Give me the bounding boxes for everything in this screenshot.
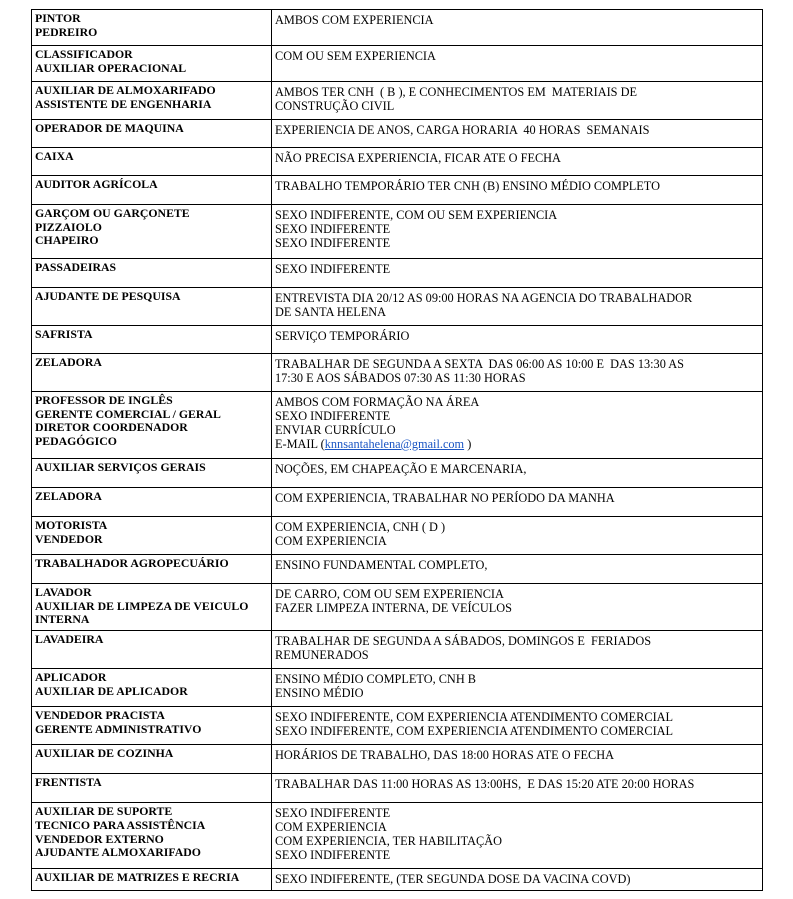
requirement-text: SERVIÇO TEMPORÁRIO [275,329,410,343]
job-title-cell [32,259,272,288]
job-title: AJUDANTE DE PESQUISA [35,289,181,303]
requirements-cell [272,354,763,392]
requirement-text: FAZER LIMPEZA INTERNA, DE VEÍCULOS [275,601,512,615]
job-title: AUXILIAR DE ALMOXARIFADO [35,83,216,97]
job-title: GERENTE ADMINISTRATIVO [35,721,202,736]
requirement-text: SEXO INDIFERENTE [275,806,391,821]
job-title-cell [32,176,272,205]
job-title: ZELADORA [35,355,102,369]
requirements-cell [272,205,763,259]
job-title: VENDEDOR PRACISTA [35,708,165,723]
job-title: PASSADEIRAS [35,260,117,274]
requirement-text: TRABALHAR DE SEGUNDA A SÁBADOS, DOMINGOS E FERIADOS [275,634,652,649]
requirement-text: DE CARRO, COM OU SEM EXPERIENCIA [275,587,504,601]
requirement-text: TRABALHAR DAS 11:00 HORAS AS 13:00HS, E DAS 15:20 ATE 20:00 HORAS [275,777,695,792]
job-title: SAFRISTA [35,327,93,341]
table-row [32,205,763,259]
requirement-text: EXPERIENCIA DE ANOS, CARGA HORARIA 40 HORAS SEMANAIS [275,123,650,137]
requirement-text: TRABALHAR DE SEGUNDA A SEXTA DAS 06:00 AS 10:00 E DAS 13:30 AS [275,357,684,371]
job-title: ASSISTENTE DE ENGENHARIA [35,96,212,111]
table-row [32,774,763,803]
requirements-cell [272,488,763,517]
table-row [32,326,763,354]
job-title-cell [32,707,272,745]
job-title: GARÇOM OU GARÇONETE [35,206,190,220]
requirement-text: ENSINO FUNDAMENTAL COMPLETO, [275,558,488,572]
job-title-cell [32,46,272,82]
job-title-cell [32,392,272,459]
requirement-text: COM EXPERIENCIA [275,534,387,548]
requirement-text: DE SANTA HELENA [275,305,387,319]
job-title: LAVADEIRA [35,632,104,647]
table-row [32,148,763,176]
requirement-text: SEXO INDIFERENTE, COM EXPERIENCIA ATENDIMENTO COMERCIAL [275,724,674,739]
table-row [32,631,763,669]
table-row [32,82,763,120]
table-row [32,869,763,891]
job-title: PEDREIRO [35,24,98,39]
requirements-cell [272,774,763,803]
table-row [32,259,763,288]
requirements-cell [272,707,763,745]
requirement-text: SEXO INDIFERENTE [275,222,391,236]
job-title-cell [32,10,272,46]
job-title: AJUDANTE ALMOXARIFADO [35,845,201,860]
job-title-cell [32,517,272,555]
requirements-cell [272,459,763,488]
job-title: AUXILIAR DE SUPORTE [35,804,173,819]
requirement-text: REMUNERADOS [275,648,369,663]
requirement-text: COM EXPERIENCIA [275,820,387,835]
requirement-text: TRABALHO TEMPORÁRIO TER CNH (B) ENSINO MÉDIO COMPLETO [275,179,660,193]
job-title: TECNICO PARA ASSISTÊNCIA [35,817,206,832]
job-title: CLASSIFICADOR [35,47,133,61]
table-row [32,120,763,148]
requirements-cell [272,869,763,891]
requirements-cell [272,803,763,869]
job-title-cell [32,205,272,259]
job-title: FRENTISTA [35,775,102,790]
requirements-cell [272,326,763,354]
job-title-cell [32,774,272,803]
requirement-text: NÃO PRECISA EXPERIENCIA, FICAR ATE O FECHA [275,151,561,165]
job-title-cell [32,869,272,891]
job-title: PINTOR [35,11,81,25]
requirement-text: AMBOS COM EXPERIENCIA [275,13,434,27]
job-title-cell [32,669,272,707]
email-line [275,437,759,451]
requirement-text: NOÇÕES, EM CHAPEAÇÃO E MARCENARIA, [275,462,527,476]
requirement-text: SEXO INDIFERENTE [275,236,391,250]
requirements-cell [272,120,763,148]
job-title: VENDEDOR EXTERNO [35,831,164,846]
document-page [31,9,762,891]
requirement-text: SEXO INDIFERENTE, COM EXPERIENCIA ATENDIMENTO COMERCIAL [275,710,674,725]
requirement-text: SEXO INDIFERENTE, (TER SEGUNDA DOSE DA VACINA COVD) [275,872,631,887]
requirement-text: AMBOS TER CNH ( B ), E CONHECIMENTOS EM MATERIAIS DE [275,85,637,99]
requirements-cell [272,82,763,120]
table-row [32,354,763,392]
job-title: AUXILIAR OPERACIONAL [35,60,187,75]
table-row [32,176,763,205]
job-title-cell [32,631,272,669]
requirements-cell [272,631,763,669]
requirements-cell [272,148,763,176]
job-title: PIZZAIOLO [35,219,102,234]
job-title-cell [32,354,272,392]
job-title: CAIXA [35,149,74,163]
table-row [32,392,763,459]
requirements-cell [272,259,763,288]
table-row [32,584,763,631]
requirements-cell [272,584,763,631]
job-title: AUXILIAR DE APLICADOR [35,683,188,698]
requirement-text: COM EXPERIENCIA, TER HABILITAÇÃO [275,834,502,849]
table-row [32,555,763,584]
requirement-text: ENVIAR CURRÍCULO [275,423,396,437]
requirement-text: COM EXPERIENCIA, TRABALHAR NO PERÍODO DA MANHA [275,491,615,505]
job-title: OPERADOR DE MAQUINA [35,121,184,135]
job-title: AUXILIAR DE COZINHA [35,746,174,761]
table-row [32,803,763,869]
table-row [32,288,763,326]
job-title: APLICADOR [35,670,107,685]
job-title: PEDAGÓGICO [35,434,117,449]
job-title: DIRETOR COORDENADOR [35,420,188,435]
requirement-text: AMBOS COM FORMAÇÃO NA ÁREA [275,395,480,409]
requirements-cell [272,10,763,46]
job-title: AUDITOR AGRÍCOLA [35,177,158,191]
requirements-cell [272,46,763,82]
requirement-text: HORÁRIOS DE TRABALHO, DAS 18:00 HORAS ATE O FECHA [275,748,614,763]
requirements-cell [272,669,763,707]
table-row [32,10,763,46]
job-vacancies-table [31,9,763,891]
email-prefix: E-MAIL ( [275,437,325,451]
requirement-text: 17:30 E AOS SÁBADOS 07:30 AS 11:30 HORAS [275,371,526,385]
requirement-text: SEXO INDIFERENTE [275,262,391,276]
job-title: LAVADOR [35,585,92,599]
job-title: VENDEDOR [35,531,103,546]
job-title-cell [32,120,272,148]
table-row [32,745,763,774]
job-title: INTERNA [35,612,90,627]
requirements-cell [272,745,763,774]
requirement-text: CONSTRUÇÃO CIVIL [275,99,395,113]
job-title-cell [32,82,272,120]
job-title-cell [32,745,272,774]
job-title: AUXILIAR SERVIÇOS GERAIS [35,460,206,474]
table-row [32,517,763,555]
requirement-text: COM EXPERIENCIA, CNH ( D ) [275,520,446,534]
job-title: MOTORISTA [35,518,108,532]
requirements-cell [272,517,763,555]
job-title-cell [32,803,272,869]
job-title: AUXILIAR DE LIMPEZA DE VEICULO [35,598,249,613]
job-title: TRABALHADOR AGROPECUÁRIO [35,556,229,570]
job-title-cell [32,148,272,176]
job-title-cell [32,584,272,631]
requirements-cell [272,555,763,584]
job-title: PROFESSOR DE INGLÊS [35,393,173,407]
requirement-text: ENTREVISTA DIA 20/12 AS 09:00 HORAS NA AGENCIA DO TRABALHADOR [275,291,693,305]
table-row [32,707,763,745]
job-title: ZELADORA [35,489,102,503]
table-row [32,488,763,517]
job-vacancies-body [32,10,763,891]
job-title-cell [32,459,272,488]
requirements-cell [272,392,763,459]
email-link[interactable]: knnsantahelena@gmail.com [324,437,465,451]
table-row [32,459,763,488]
job-title: AUXILIAR DE MATRIZES E RECRIA [35,870,240,885]
table-row [32,46,763,82]
requirement-text: SEXO INDIFERENTE, COM OU SEM EXPERIENCIA [275,208,558,222]
requirements-cell [272,288,763,326]
email-suffix: ) [464,437,472,451]
job-title-cell [32,488,272,517]
requirement-text: SEXO INDIFERENTE [275,409,391,423]
requirement-text: ENSINO MÉDIO [275,686,364,701]
requirements-cell [272,176,763,205]
requirement-text: SEXO INDIFERENTE [275,848,391,863]
job-title: CHAPEIRO [35,233,99,248]
requirement-text: COM OU SEM EXPERIENCIA [275,49,436,63]
job-title-cell [32,288,272,326]
job-title-cell [32,555,272,584]
table-row [32,669,763,707]
job-title-cell [32,326,272,354]
requirement-text: ENSINO MÉDIO COMPLETO, CNH B [275,672,476,687]
job-title: GERENTE COMERCIAL / GERAL [35,406,221,421]
